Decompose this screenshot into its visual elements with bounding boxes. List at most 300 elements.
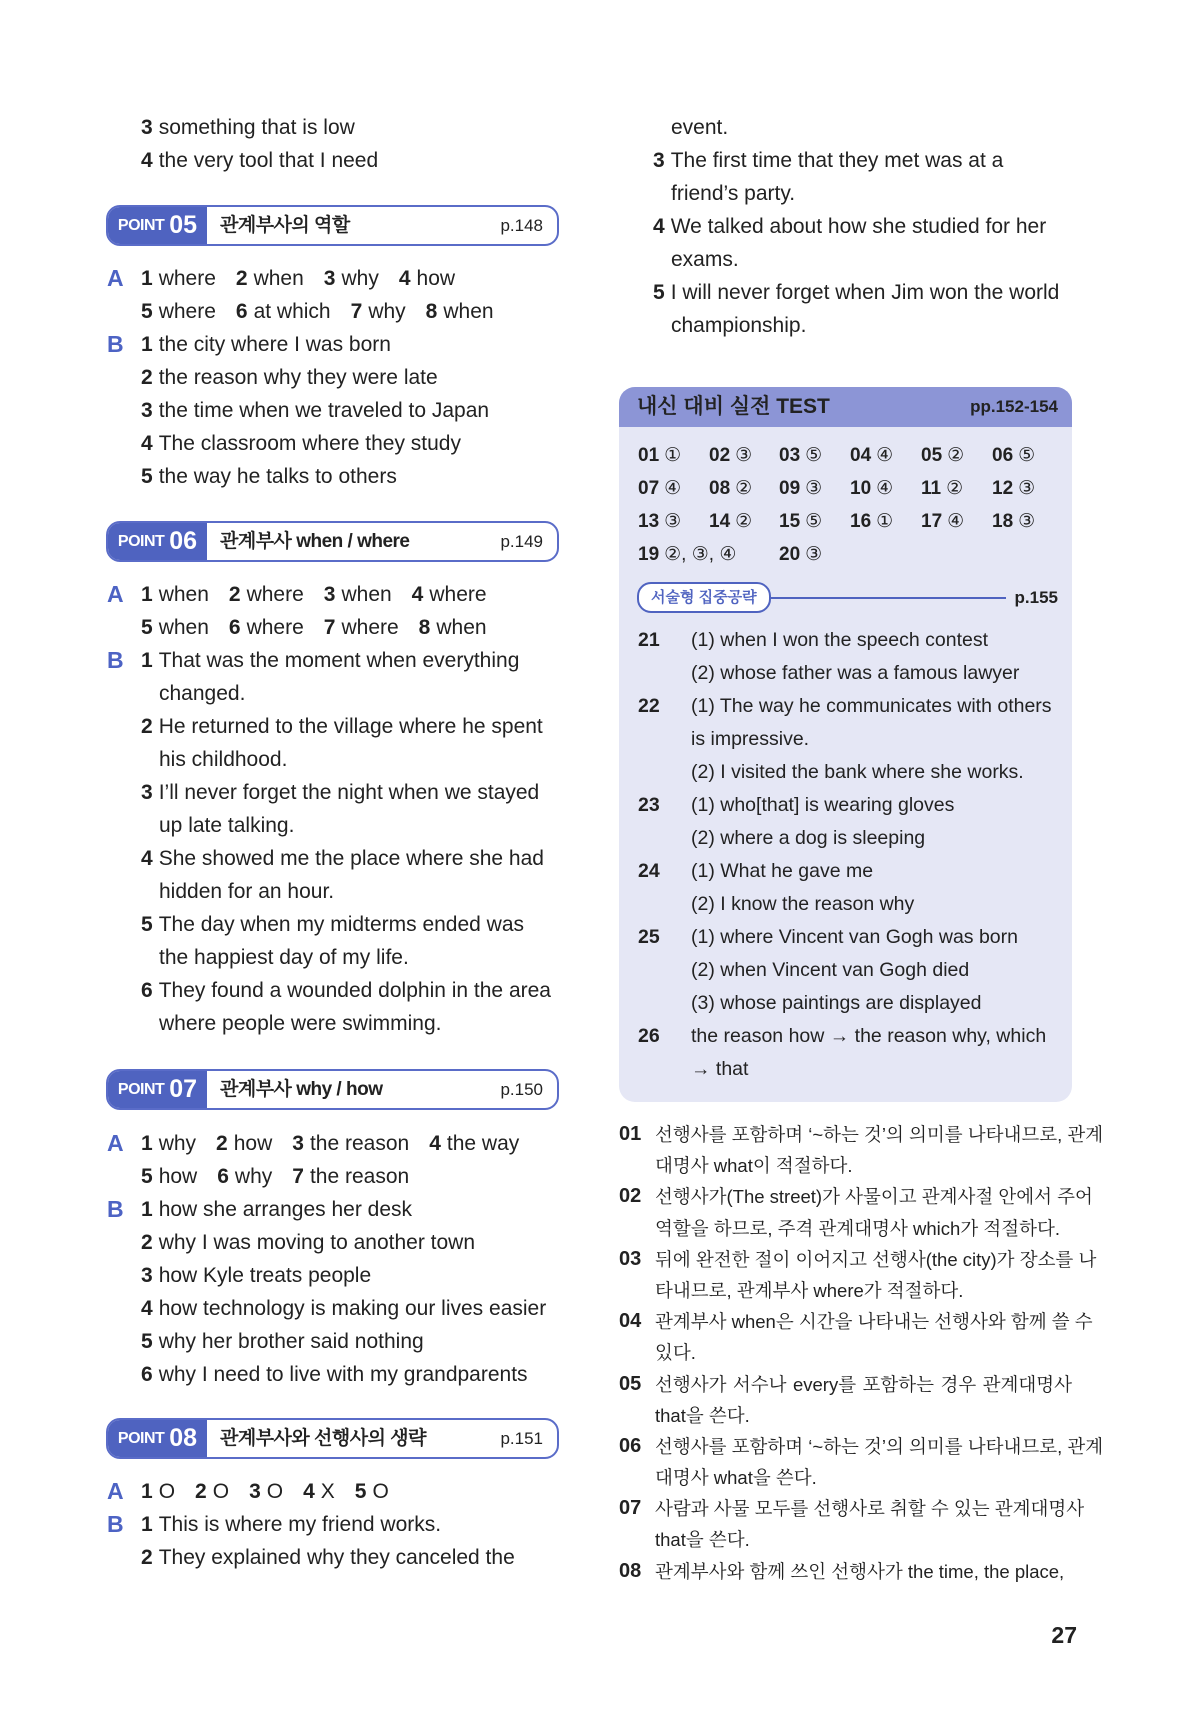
answer-line (107, 644, 571, 677)
explanation-text: 역할을 하므로, 주격 관계대명사 which가 적절하다. (655, 1217, 1060, 1239)
answer-line (141, 295, 514, 328)
explanation-line (619, 1244, 1097, 1275)
item-number: 7 (323, 616, 336, 639)
answer-line (141, 611, 571, 644)
answer-line: changed. (159, 682, 246, 705)
subjective-line (638, 921, 1052, 954)
question-number: 10 (850, 478, 872, 499)
answer-text: (1) when I won the speech contest (691, 629, 989, 651)
point-label: POINT (117, 1080, 165, 1098)
item-text: O (212, 1480, 230, 1503)
answer-line (141, 1226, 566, 1259)
question-number: 02 (709, 445, 731, 466)
item-text: O (266, 1480, 284, 1503)
explanation-line (619, 1400, 1072, 1431)
point-label: POINT (117, 532, 165, 550)
item-text: how technology is making our lives easier (158, 1297, 547, 1320)
item-number: 1 (141, 649, 153, 672)
item-number: 1 (141, 1132, 153, 1155)
question-number: 04 (850, 445, 872, 466)
answer-choice: ② (947, 445, 965, 466)
item-number: 3 (323, 583, 336, 606)
answer-item (141, 583, 209, 606)
question-number: 03 (779, 445, 801, 466)
question-number: 09 (779, 478, 801, 499)
answer-item (419, 616, 487, 639)
item-text: the reason why they were late (158, 366, 438, 389)
answer-text: (1) who[that] is wearing gloves (691, 794, 955, 816)
answer-line (141, 394, 514, 427)
item-number: 6 (217, 1165, 229, 1188)
answer-text: (2) when Vincent van Gogh died (691, 959, 970, 981)
explanation-line (619, 1431, 1104, 1462)
answer-choice: ② (735, 478, 753, 499)
item-number: 3 (249, 1480, 261, 1503)
item-text: X (320, 1480, 335, 1503)
answer-item (429, 1132, 519, 1155)
answer-line (141, 710, 571, 743)
answer-choice: ① (664, 445, 682, 466)
question-number: 01 (638, 445, 660, 466)
answer-item (141, 1198, 412, 1221)
answer-item (141, 1363, 528, 1386)
item-text: where (429, 583, 487, 606)
answer-choice: ④ (876, 445, 894, 466)
answer-line (653, 210, 1079, 243)
point-number: 07 (169, 1075, 198, 1103)
explanation-number: 05 (619, 1372, 642, 1395)
answer-choice: ③ (1018, 478, 1036, 499)
answer-item (355, 1480, 389, 1503)
subjective-line (638, 1020, 1052, 1053)
answer-line: hidden for an hour. (159, 880, 335, 903)
point-label: POINT (117, 216, 165, 234)
item-number: 5 (141, 300, 153, 323)
answer-text: (1) What he gave me (691, 860, 874, 882)
item-number: 2 (235, 267, 248, 290)
subjective-line (638, 690, 1052, 723)
item-text: O (158, 1480, 176, 1503)
answer-text: (2) I know the reason why (691, 893, 915, 915)
answer-text: is impressive. (691, 728, 810, 750)
answer-item (141, 267, 216, 290)
item-text: That was the moment when everything (158, 649, 520, 672)
subjective-line (638, 987, 1052, 1020)
answer-choice: ④ (947, 511, 965, 532)
item-number: 2 (141, 1546, 153, 1569)
question-number: 06 (992, 445, 1014, 466)
item-number: 2 (195, 1480, 207, 1503)
answer-item (141, 1513, 441, 1536)
answer-item (141, 300, 216, 323)
answer-item (195, 1480, 229, 1503)
subjective-section-label: 서술형 집중공략 (637, 582, 771, 613)
test-answer-20 (779, 538, 822, 571)
item-text: why I was moving to another town (158, 1231, 476, 1254)
explanation-number: 07 (619, 1497, 642, 1520)
answer-choice: ③ (805, 478, 823, 499)
section-letter-a: A (107, 581, 124, 607)
item-number: 5 (141, 465, 153, 488)
explanation-text: 대명사 what을 쓴다. (655, 1467, 817, 1489)
explanation-line (619, 1119, 1104, 1150)
answer-line (141, 776, 571, 809)
item-text: why (234, 1165, 273, 1188)
subjective-line (638, 657, 1052, 690)
item-text: when (158, 583, 209, 606)
item-text: how Kyle treats people (158, 1264, 372, 1287)
test-answer-08 (709, 472, 752, 505)
answer-line (107, 262, 514, 295)
item-text: the time when we traveled to Japan (158, 399, 490, 422)
item-number: 1 (141, 1480, 153, 1503)
item-number: 1 (141, 267, 153, 290)
subjective-line (638, 822, 1052, 855)
answer-item (324, 616, 399, 639)
explanation-line (619, 1493, 1085, 1524)
point-number: 08 (169, 1424, 198, 1452)
test-answer-01 (638, 439, 681, 472)
item-number: 2 (141, 366, 153, 389)
question-number: 24 (638, 860, 660, 882)
answer-line (141, 460, 514, 493)
item-number: 8 (425, 300, 438, 323)
item-number: 2 (216, 1132, 228, 1155)
subjective-line (638, 954, 1052, 987)
explanation-number: 01 (619, 1123, 642, 1145)
answer-line (107, 1193, 566, 1226)
point-06-header (106, 521, 559, 562)
answer-item (141, 616, 209, 639)
item-number: 3 (653, 149, 665, 172)
item-text: the way he talks to others (158, 465, 397, 488)
test-title: 내신 대비 실전 TEST (637, 395, 830, 418)
item-number: 1 (141, 1198, 153, 1221)
item-number: 4 (141, 432, 153, 455)
question-number: 16 (850, 511, 872, 532)
item-number: 2 (141, 715, 153, 738)
answer-line: up late talking. (159, 814, 295, 837)
question-number: 18 (992, 511, 1014, 532)
answer-line (107, 1508, 535, 1541)
explanation-text: 대명사 what이 적절하다. (655, 1155, 853, 1177)
answer-text: (2) where a dog is sleeping (691, 827, 926, 849)
item-number: 6 (141, 979, 153, 1002)
answer-text: (2) I visited the bank where she works. (691, 761, 1024, 783)
answer-choice: ③ (1018, 511, 1036, 532)
answer-item (399, 267, 455, 290)
test-answer-18 (992, 505, 1035, 538)
answer-item (292, 1165, 409, 1188)
question-number: 20 (779, 544, 801, 565)
answer-line (107, 578, 571, 611)
answer-line (107, 1475, 535, 1508)
item-text: why (158, 1132, 197, 1155)
answer-item (141, 847, 544, 870)
answer-item (141, 913, 524, 936)
answer-item (292, 1132, 409, 1155)
test-answer-19 (638, 538, 736, 571)
answer-item (412, 583, 487, 606)
answer-line (141, 1292, 566, 1325)
item-text: where (341, 616, 399, 639)
item-number: 3 (141, 399, 153, 422)
item-text: why (368, 300, 406, 323)
page-number: 27 (1051, 1622, 1077, 1648)
answer-item (426, 300, 494, 323)
explanation-number: 02 (619, 1185, 642, 1208)
answer-text: the reason how → the reason why, which (691, 1025, 1047, 1047)
point-05-header (106, 205, 559, 246)
explanation-text: 사람과 사물 모두를 선행사로 취할 수 있는 관계대명사 (655, 1498, 1085, 1520)
item-text: how (233, 1132, 273, 1155)
item-text: how (416, 267, 456, 290)
point-08-header (106, 1418, 559, 1459)
answer-item (217, 1165, 272, 1188)
point-08-answers (107, 1475, 535, 1574)
item-number: 4 (141, 149, 153, 172)
explanation-number: 03 (619, 1247, 642, 1270)
answer-item (653, 149, 1003, 172)
item-text: when (436, 616, 487, 639)
answer-choice: ⑤ (805, 511, 823, 532)
explanation-text: 선행사가 서수나 every를 포함하는 경우 관계대명사 (655, 1373, 1072, 1395)
answer-item (141, 333, 391, 356)
item-number: 4 (141, 847, 153, 870)
answer-item (141, 979, 551, 1002)
item-text: why her brother said nothing (158, 1330, 424, 1353)
question-number: 17 (921, 511, 943, 532)
item-number: 7 (350, 300, 363, 323)
section-letter-a: A (107, 1130, 124, 1156)
item-number: 4 (653, 215, 665, 238)
item-text: something that is low (158, 116, 355, 139)
answer-choice: ① (876, 511, 894, 532)
item-text: at which (253, 300, 331, 323)
explanation-line (619, 1556, 1072, 1587)
explanation-number: 06 (619, 1434, 642, 1457)
explanation-line (619, 1213, 1072, 1244)
test-answer-13 (638, 505, 681, 538)
item-text: the way (446, 1132, 520, 1155)
item-text: when (158, 616, 209, 639)
point-07-answers (107, 1127, 566, 1391)
section-letter-b: B (107, 647, 124, 673)
answer-line (653, 144, 1079, 177)
test-answer-02 (709, 439, 752, 472)
item-number: 1 (141, 333, 153, 356)
question-number: 08 (709, 478, 731, 499)
answer-item (141, 715, 543, 738)
test-answer-box (619, 387, 1072, 1102)
item-number: 2 (228, 583, 241, 606)
answer-item (249, 1480, 283, 1503)
answer-line (653, 276, 1079, 309)
answer-text: (1) where Vincent van Gogh was born (691, 926, 1018, 948)
item-text: The first time that they met was at a (670, 149, 1004, 172)
explanation-number: 08 (619, 1559, 642, 1582)
answer-line (107, 328, 514, 361)
answer-line (141, 1325, 566, 1358)
answer-item (351, 300, 406, 323)
answer-item (229, 616, 304, 639)
answer-choice: ③ (664, 511, 682, 532)
point-page-ref: p.148 (500, 216, 543, 235)
item-text: how (158, 1165, 198, 1188)
item-number: 1 (141, 583, 153, 606)
item-number: 4 (411, 583, 424, 606)
divider-line (769, 597, 1006, 599)
explanation-text: 선행사를 포함하며 ‘~하는 것’의 의미를 나타내므로, 관계 (655, 1435, 1104, 1457)
explanation-text: 있다. (655, 1342, 696, 1364)
left-intro (141, 111, 398, 177)
question-number: 25 (638, 926, 660, 948)
explanation-text: that을 쓴다. (655, 1529, 750, 1551)
question-number: 07 (638, 478, 660, 499)
item-text: I will never forget when Jim won the world (670, 281, 1060, 304)
question-number: 05 (921, 445, 943, 466)
item-text: She showed me the place where she had (158, 847, 544, 870)
item-text: They found a wounded dolphin in the area (158, 979, 551, 1002)
answer-line: event. (671, 116, 729, 139)
test-answer-12 (992, 472, 1035, 505)
item-number: 4 (429, 1132, 441, 1155)
item-number: 6 (141, 1363, 153, 1386)
explanation-line (619, 1306, 1093, 1337)
answer-item (216, 1132, 272, 1155)
test-answer-09 (779, 472, 822, 505)
question-number: 22 (638, 695, 660, 717)
answer-line: his childhood. (159, 748, 288, 771)
answer-item (653, 281, 1059, 304)
item-number: 3 (141, 116, 153, 139)
answer-item (141, 399, 489, 422)
item-number: 5 (141, 913, 153, 936)
item-text: why I need to live with my grandparents (158, 1363, 528, 1386)
explanation-line (619, 1275, 1072, 1306)
point-badge (108, 523, 207, 560)
point-number: 05 (169, 211, 198, 239)
answer-line: where people were swimming. (159, 1012, 442, 1035)
item-number: 4 (398, 267, 411, 290)
answer-item (236, 300, 331, 323)
answer-line (141, 111, 398, 144)
explanations (619, 1119, 1104, 1587)
answer-choice: ④ (664, 478, 682, 499)
explanation-text: 뒤에 완전한 절이 이어지고 선행사(the city)가 장소를 나 (655, 1248, 1097, 1270)
item-text: I’ll never forget the night when we stayed (158, 781, 540, 804)
test-answer-14 (709, 505, 752, 538)
point-label: POINT (117, 1429, 165, 1447)
point-badge (108, 207, 207, 244)
explanation-line (619, 1462, 1072, 1493)
answer-line (141, 1541, 535, 1574)
explanation-text: 선행사를 포함하며 ‘~하는 것’의 의미를 나타내므로, 관계 (655, 1124, 1104, 1145)
subjective-line (638, 855, 1052, 888)
subjective-line (638, 624, 1052, 657)
answer-item (653, 215, 1046, 238)
point-page-ref: p.149 (500, 532, 543, 551)
answer-item (141, 1546, 515, 1569)
answer-line (141, 144, 398, 177)
answer-line (141, 1259, 566, 1292)
item-number: 1 (141, 1513, 153, 1536)
item-text: the very tool that I need (158, 149, 379, 172)
explanation-line (619, 1369, 1072, 1400)
item-number: 3 (141, 1264, 153, 1287)
test-answer-06 (992, 439, 1035, 472)
explanation-text: 선행사가(The street)가 사물이고 관계사절 안에서 주어 (655, 1186, 1093, 1208)
item-text: where (158, 267, 216, 290)
question-number: 19 (638, 544, 660, 565)
point-title: 관계부사 why / how (220, 1079, 383, 1100)
answer-item (141, 1132, 196, 1155)
question-number: 15 (779, 511, 801, 532)
item-text: The classroom where they study (158, 432, 461, 455)
item-text: the city where I was born (158, 333, 391, 356)
answer-item (141, 1297, 546, 1320)
subjective-line (638, 756, 1052, 789)
item-number: 4 (141, 1297, 153, 1320)
explanation-text: 타내므로, 관계부사 where가 적절하다. (655, 1279, 964, 1301)
subjective-line (638, 789, 1052, 822)
section-letter-b: B (107, 1196, 124, 1222)
item-text: They explained why they canceled the (158, 1546, 515, 1569)
point-number: 06 (169, 527, 198, 555)
question-number: 13 (638, 511, 660, 532)
test-answer-15 (779, 505, 822, 538)
item-text: O (372, 1480, 389, 1503)
explanation-line (619, 1524, 1072, 1555)
test-page-ref: pp.152-154 (970, 397, 1058, 416)
test-answer-17 (921, 505, 964, 538)
item-number: 3 (323, 267, 336, 290)
question-number: 26 (638, 1025, 660, 1047)
answer-line (107, 1127, 566, 1160)
explanation-line (619, 1150, 1072, 1181)
point-title: 관계부사와 선행사의 생략 (220, 1428, 426, 1449)
test-answer-07 (638, 472, 681, 505)
item-text: when (253, 267, 304, 290)
answer-item (229, 583, 304, 606)
question-number: 11 (921, 478, 942, 499)
section-letter-a: A (107, 265, 124, 291)
item-number: 3 (292, 1132, 304, 1155)
question-number: 21 (638, 629, 660, 651)
item-text: where (246, 583, 304, 606)
explanation-line (619, 1181, 1093, 1212)
answer-line (141, 974, 571, 1007)
answer-item (141, 1231, 475, 1254)
test-answer-16 (850, 505, 893, 538)
answer-item (324, 267, 379, 290)
point-badge (108, 1071, 207, 1108)
point-badge (108, 1420, 207, 1457)
answer-item (303, 1480, 335, 1503)
item-text: The day when my midterms ended was (158, 913, 525, 936)
item-text: when (443, 300, 494, 323)
answer-item (141, 465, 397, 488)
answer-line (141, 427, 514, 460)
item-number: 5 (653, 281, 665, 304)
section-letter-b: B (107, 331, 124, 357)
answer-item (141, 1165, 197, 1188)
answer-line: the happiest day of my life. (159, 946, 409, 969)
subjective-line (638, 888, 1052, 921)
subjective-page-ref: p.155 (1014, 588, 1058, 607)
answer-text: → that (691, 1058, 749, 1080)
answer-line: exams. (671, 248, 739, 271)
